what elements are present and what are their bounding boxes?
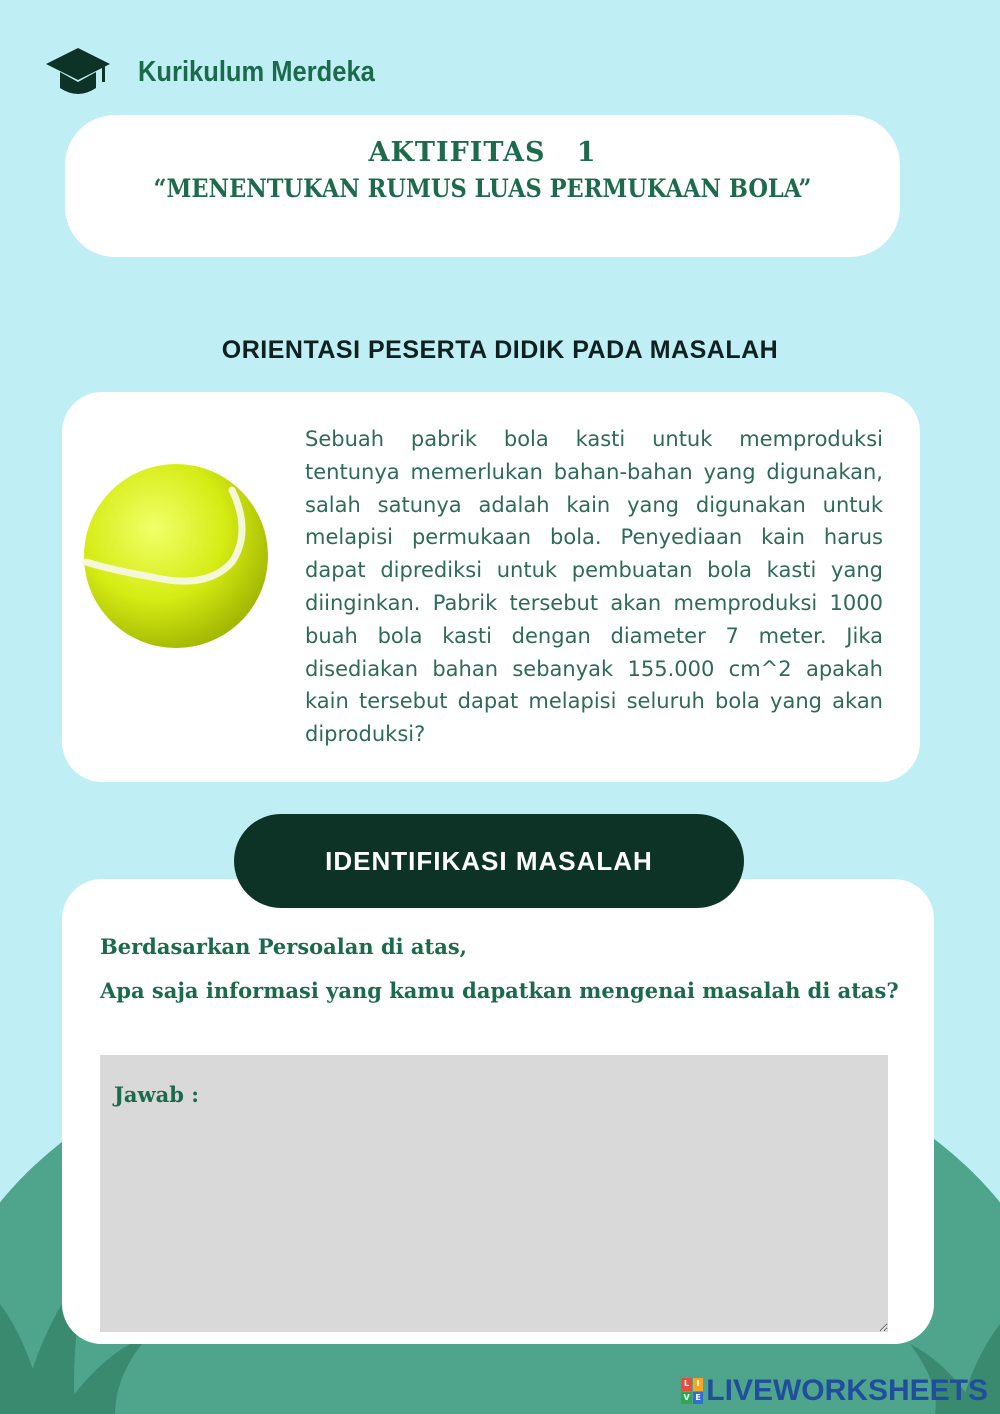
title-card [65, 115, 900, 257]
story-text: Sebuah pabrik bola kasti untuk memproduksi tentunya memerlukan bahan-bahan yang digunakan, salah satunya adalah kain yang digunakan untuk melapisi permukaan bola. Penyediaan kain harus dapat diprediksi untuk pembuatan bola kasti yang diinginkan. Pabrik tersebut akan memproduksi 1000 buah bola kasti dengan diameter 7 meter. Jika disediakan bahan sebanyak 155.000 cm^2 apakah kain tersebut dapat melapisi seluruh bola yang akan diproduksi? [305, 427, 883, 747]
orientation-heading: ORIENTASI PESERTA DIDIK PADA MASALAH [221, 336, 779, 364]
activity-subtitle: “MENENTUKAN RUMUS LUAS PERMUKAAN BOLA” [153, 174, 812, 203]
identification-heading: IDENTIFIKASI MASALAH [234, 814, 744, 908]
header [46, 46, 407, 98]
question-text [100, 925, 900, 1013]
liveworksheets-watermark [681, 1374, 988, 1408]
question-line-1: Berdasarkan Persoalan di atas, [100, 934, 467, 959]
answer-label: Jawab : [114, 1082, 199, 1107]
liveworksheets-text: LIVEWORKSHEETS [706, 1374, 988, 1407]
graduation-cap-icon [46, 46, 110, 98]
answer-field[interactable] [100, 1055, 888, 1332]
tennis-ball-image [82, 462, 270, 650]
liveworksheets-logo-icon: L I V E [681, 1378, 703, 1404]
brand-name: Kurikulum Merdeka [138, 55, 375, 88]
question-line-2: Apa saja informasi yang kamu dapatkan mengenai masalah di atas? [100, 978, 899, 1003]
activity-title: AKTIFITAS 1 [368, 137, 597, 168]
